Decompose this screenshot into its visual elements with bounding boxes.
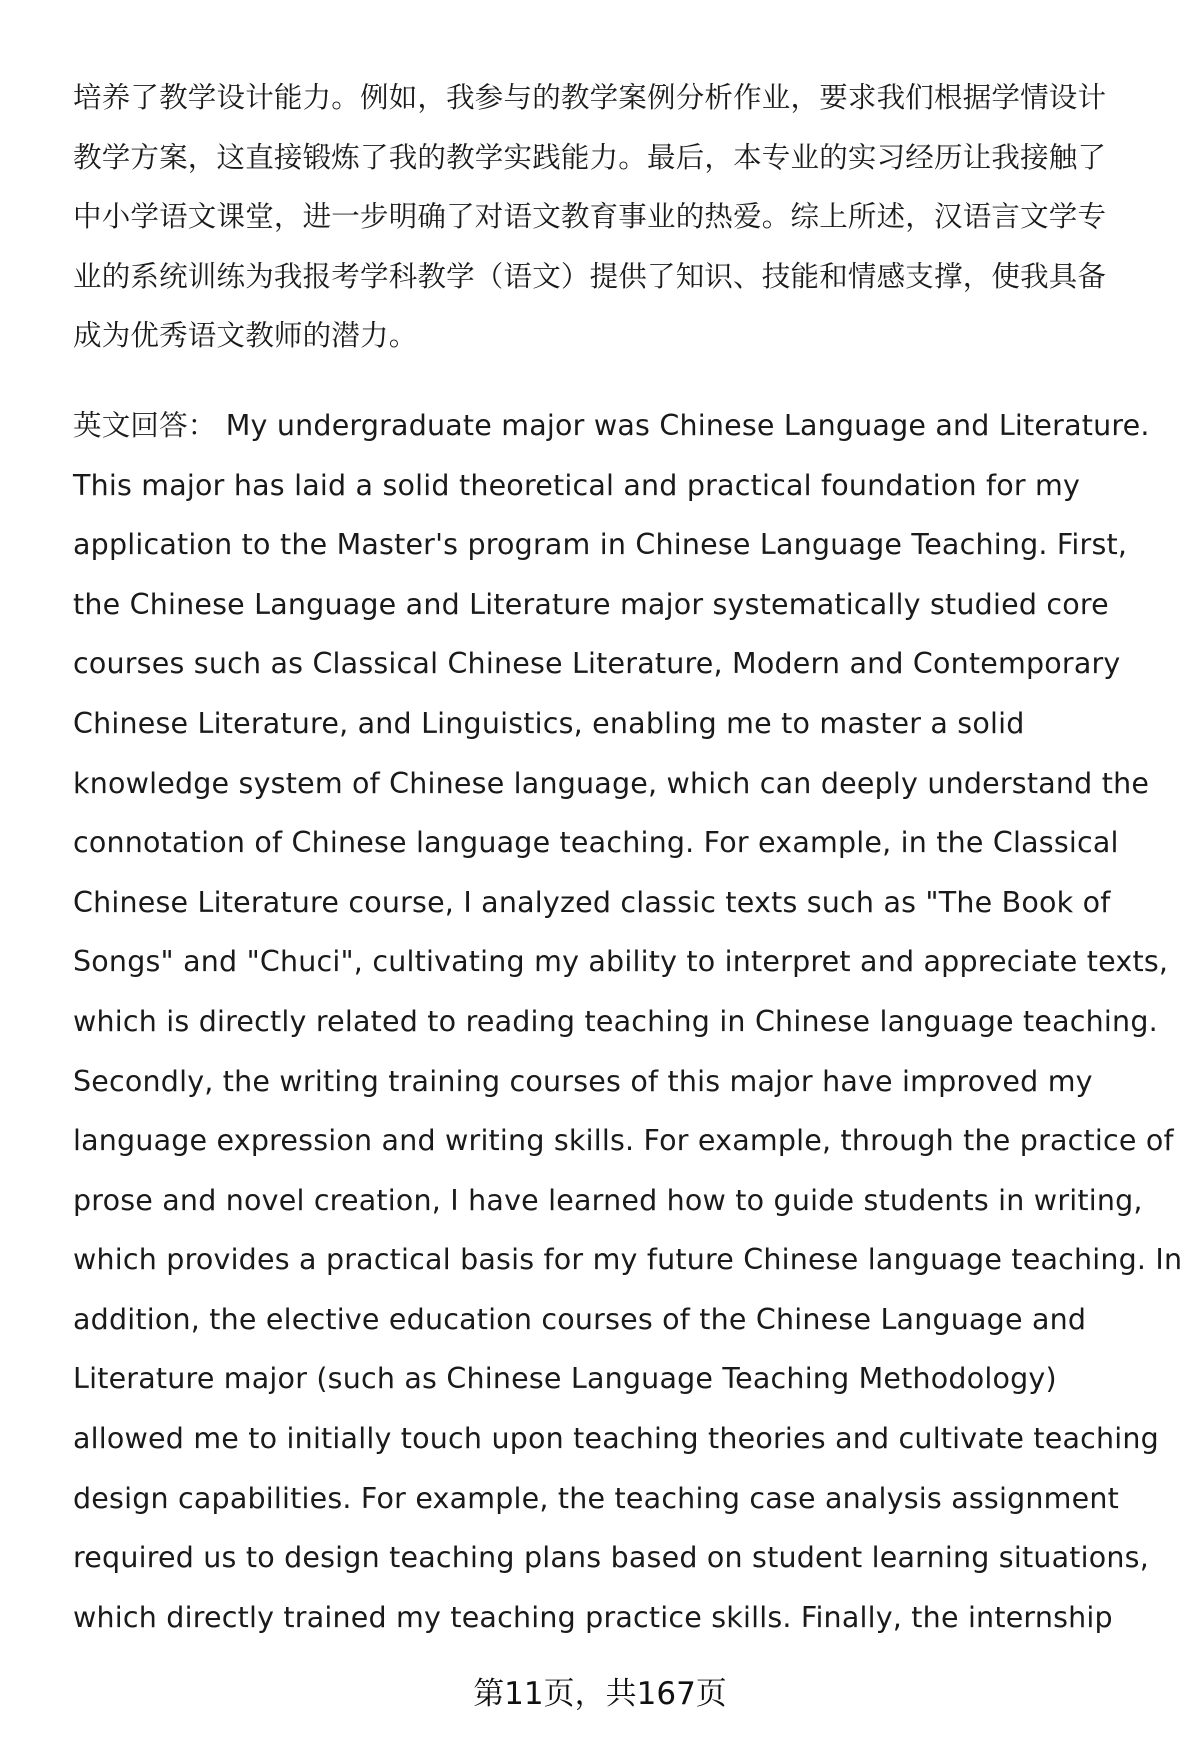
text-line: connotation of Chinese language teaching. For example, in the Classical: [73, 826, 1119, 860]
text-line: which is directly related to reading teaching in Chinese language teaching.: [73, 1004, 1158, 1038]
document-page: [73, 68, 1183, 1647]
text-line: allowed me to initially touch upon teaching theories and cultivate teaching: [73, 1422, 1159, 1456]
text-line: 培养了教学设计能力。例如，我参与的教学案例分析作业，要求我们根据学情设计: [73, 81, 1107, 114]
text-line: 成为优秀语文教师的潜力。: [73, 319, 418, 353]
text-line: the Chinese Language and Literature major systematically studied core: [73, 587, 1109, 621]
text-line: courses such as Classical Chinese Literature, Modern and Contemporary: [73, 647, 1121, 681]
text-line: addition, the elective education courses of the Chinese Language and: [73, 1302, 1087, 1336]
text-line: knowledge system of Chinese language, which can deeply understand the: [73, 766, 1150, 800]
text-line: design capabilities. For example, the teaching case analysis assignment: [73, 1481, 1119, 1515]
text-line: Songs" and "Chuci", cultivating my ability to interpret and appreciate texts,: [73, 945, 1169, 979]
text-line: required us to design teaching plans based on student learning situations,: [73, 1541, 1149, 1575]
text-line: language expression and writing skills. For example, through the practice of: [73, 1124, 1174, 1158]
text-line: 英文回答： My undergraduate major was Chinese Language and Literature.: [73, 408, 1150, 442]
text-line: 业的系统训练为我报考学科教学（语文）提供了知识、技能和情感支撑，使我具备: [73, 259, 1107, 293]
text-line: 教学方案，这直接锻炼了我的教学实践能力。最后，本专业的实习经历让我接触了: [73, 140, 1107, 174]
text-line: prose and novel creation, I have learned how to guide students in writing,: [73, 1183, 1143, 1217]
chinese-paragraph: [73, 68, 1163, 366]
text-line: which directly trained my teaching practice skills. Finally, the internship: [73, 1600, 1113, 1634]
text-line: 中小学语文课堂，进一步明确了对语文教育事业的热爱。综上所述，汉语言文学专: [73, 200, 1107, 234]
text-line: Secondly, the writing training courses of this major have improved my: [73, 1064, 1093, 1098]
text-line: application to the Master's program in Chinese Language Teaching. First,: [73, 528, 1128, 562]
text-line: Literature major (such as Chinese Language Teaching Methodology): [73, 1362, 1057, 1396]
text-line: Chinese Literature, and Linguistics, enabling me to master a solid: [73, 706, 1025, 740]
english-paragraph: [73, 396, 1183, 1647]
text-line: Chinese Literature course, I analyzed classic texts such as "The Book of: [73, 885, 1111, 919]
text-line: This major has laid a solid theoretical and practical foundation for my: [73, 468, 1081, 502]
text-line: which provides a practical basis for my future Chinese language teaching. In: [73, 1243, 1183, 1277]
page-number: 第11页，共167页: [473, 1676, 727, 1712]
